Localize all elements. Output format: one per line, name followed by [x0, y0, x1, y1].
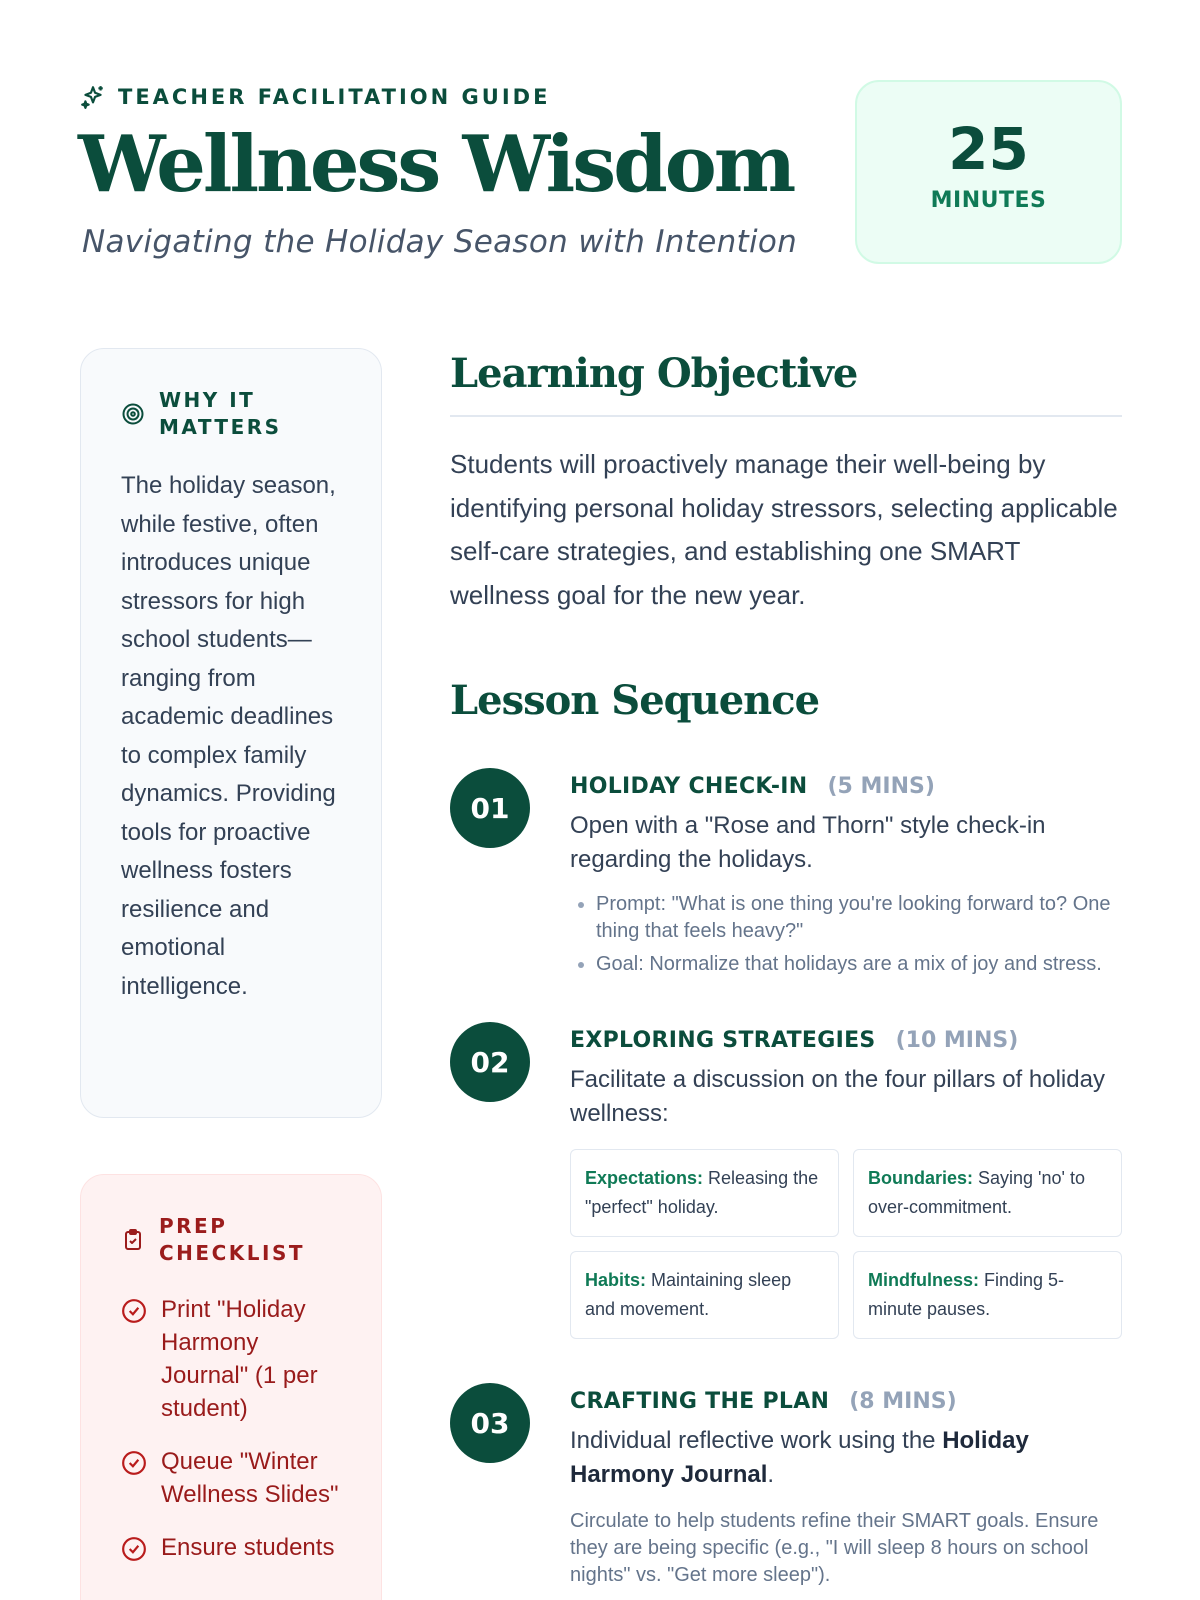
checklist-item	[121, 1293, 341, 1425]
sparkles-icon	[80, 84, 106, 110]
pillar-card-habits	[570, 1251, 839, 1339]
step-description-end: .	[767, 1461, 775, 1488]
step-bullets	[570, 891, 1122, 978]
step-duration: (10 MINS)	[895, 1028, 1019, 1053]
clipboard-check-icon	[121, 1228, 145, 1252]
why-it-matters-card	[80, 348, 382, 1118]
check-circle-icon	[121, 1450, 147, 1476]
checklist-item	[121, 1445, 341, 1511]
duration-unit: MINUTES	[930, 188, 1047, 213]
why-heading-line2: MATTERS	[159, 415, 282, 439]
check-circle-icon	[121, 1298, 147, 1324]
step-description	[570, 1424, 1122, 1492]
divider	[450, 415, 1122, 417]
pillar-text: Releasing the "perfect" holiday.	[585, 1168, 819, 1217]
pillar-text: Saying 'no' to over-commitment.	[868, 1168, 1085, 1217]
step-number-badge: 02	[450, 1022, 530, 1102]
lesson-step-2	[450, 1022, 1122, 1339]
page-title: Wellness Wisdom	[78, 119, 794, 210]
objective-heading: Learning Objective	[450, 350, 858, 397]
prep-checklist	[121, 1293, 341, 1564]
why-it-matters-body: The holiday season, while festive, often introduces unique stressors for high school students—ranging from academic deadlines to complex family dynamics. Providing tools for proactive wellness fosters resilience and emotional intelligence.	[121, 472, 336, 1000]
bullet-item: • Goal: Normalize that holidays are a mix of joy and stress.	[596, 951, 1122, 978]
sequence-heading: Lesson Sequence	[450, 677, 820, 724]
prep-heading-line1: PREP	[159, 1214, 228, 1238]
step-title: CRAFTING THE PLAN	[570, 1389, 830, 1414]
page-subtitle: Navigating the Holiday Season with Intention	[82, 224, 798, 260]
bullet-item: • Prompt: "What is one thing you're looking forward to? One thing that feels heavy?"	[596, 891, 1122, 945]
pillar-name: Boundaries:	[868, 1168, 974, 1188]
prep-checklist-card	[80, 1174, 382, 1600]
step-description-text: Individual reflective work using the	[570, 1427, 943, 1454]
step-duration: (5 MINS)	[827, 774, 935, 799]
step-description: Facilitate a discussion on the four pillars of holiday wellness:	[570, 1066, 1105, 1127]
pillar-name: Mindfulness:	[868, 1270, 979, 1290]
checklist-item-text: Ensure students	[161, 1534, 335, 1561]
step-number-badge: 01	[450, 768, 530, 848]
step-description: Open with a "Rose and Thorn" style check-in regarding the holidays.	[570, 812, 1046, 873]
journal-name: Holiday Harmony Journal	[570, 1427, 1029, 1488]
main-content	[450, 350, 1122, 1589]
wellness-pillars	[570, 1149, 1122, 1339]
pillar-card-expectations	[570, 1149, 839, 1237]
duration-value: 25	[948, 115, 1029, 183]
step-note: Circulate to help students refine their SMART goals. Ensure they are being specific (e.g., "I will sleep 8 hours on school nights" vs. "Get more sleep").	[570, 1510, 1099, 1586]
lesson-step-3	[450, 1383, 1122, 1589]
checklist-item-text: Print "Holiday Harmony Journal" (1 per student)	[161, 1296, 318, 1422]
pillar-card-mindfulness	[853, 1251, 1122, 1339]
step-title: EXPLORING STRATEGIES	[570, 1028, 876, 1053]
pillar-card-boundaries	[853, 1149, 1122, 1237]
checklist-item	[121, 1531, 341, 1564]
step-number-badge: 03	[450, 1383, 530, 1463]
prep-checklist-heading	[121, 1213, 341, 1267]
pillar-name: Expectations:	[585, 1168, 704, 1188]
pillar-name: Habits:	[585, 1270, 647, 1290]
prep-heading-line2: CHECKLIST	[159, 1241, 305, 1265]
pillar-text: Finding 5-minute pauses.	[868, 1270, 1065, 1319]
target-icon	[121, 402, 145, 426]
duration-badge	[855, 80, 1122, 264]
checklist-item-text: Queue "Winter Wellness Slides"	[161, 1448, 339, 1508]
pillar-text: Maintaining sleep and movement.	[585, 1270, 792, 1319]
check-circle-icon	[121, 1536, 147, 1562]
step-duration: (8 MINS)	[849, 1389, 957, 1414]
eyebrow	[80, 84, 550, 110]
why-heading-line1: WHY IT	[159, 388, 256, 412]
why-it-matters-heading	[121, 387, 341, 441]
lesson-step-1	[450, 768, 1122, 978]
step-title: HOLIDAY CHECK-IN	[570, 774, 808, 799]
objective-body: Students will proactively manage their well-being by identifying personal holiday stressors, selecting applicable self-care strategies, and establishing one SMART wellness goal for the new year.	[450, 449, 1118, 610]
eyebrow-label: TEACHER FACILITATION GUIDE	[118, 85, 551, 109]
